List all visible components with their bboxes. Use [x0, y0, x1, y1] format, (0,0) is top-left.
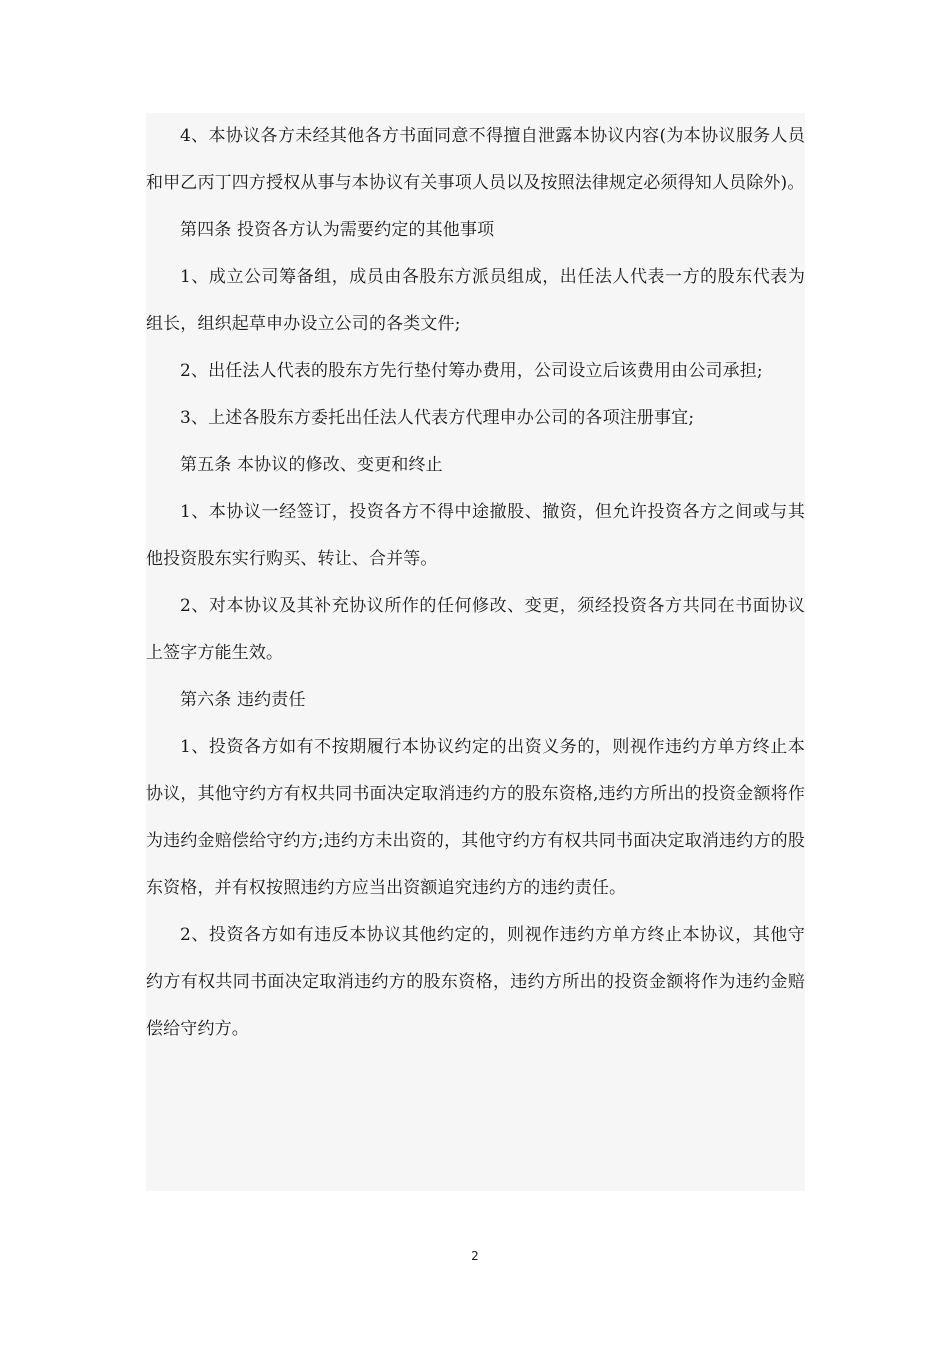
paragraph-article-4-item-3: 3、上述各股东方委托出任法人代表方代理申办公司的各项注册事宜;	[180, 408, 695, 428]
article-6-heading: 第六条 违约责任	[180, 690, 306, 710]
paragraph-article-4-item-2: 2、出任法人代表的股东方先行垫付筹办费用，公司设立后该费用由公司承担;	[180, 361, 763, 381]
paragraph-clause-4: 4、本协议各方未经其他各方书面同意不得擅自泄露本协议内容(为本协议服务人员和甲乙丙丁四方授权从事与本协议有关事项人员以及按照法律规定必须得知人员除外)。	[146, 126, 805, 193]
paragraph-article-4-item-1: 1、成立公司筹备组，成员由各股东方派员组成，出任法人代表一方的股东代表为组长，组织起草申办设立公司的各类文件;	[146, 267, 805, 334]
article-4-heading: 第四条 投资各方认为需要约定的其他事项	[180, 220, 495, 240]
paragraph-article-6-item-1: 1、投资各方如有不按期履行本协议约定的出资义务的，则视作违约方单方终止本协议，其他守约方有权共同书面决定取消违约方的股东资格,违约方所出的投资金额将作为违约金赔偿给守约方;违约方未出资的，其他守约方有权共同书面决定取消违约方的股东资格，并有权按照违约方应当出资额追究违约方的违约责任。	[146, 737, 805, 898]
paragraph-article-5-item-1: 1、本协议一经签订，投资各方不得中途撤股、撤资，但允许投资各方之间或与其他投资股东实行购买、转让、合并等。	[146, 502, 805, 569]
page-number: 2	[471, 1249, 479, 1263]
paragraph-article-6-item-2: 2、投资各方如有违反本协议其他约定的，则视作违约方单方终止本协议，其他守约方有权共同书面决定取消违约方的股东资格，违约方所出的投资金额将作为违约金赔偿给守约方。	[146, 925, 805, 1039]
paragraph-article-5-item-2: 2、对本协议及其补充协议所作的任何修改、变更，须经投资各方共同在书面协议上签字方能生效。	[146, 596, 805, 663]
document-text-block	[146, 113, 805, 1191]
article-5-heading: 第五条 本协议的修改、变更和终止	[180, 455, 443, 475]
